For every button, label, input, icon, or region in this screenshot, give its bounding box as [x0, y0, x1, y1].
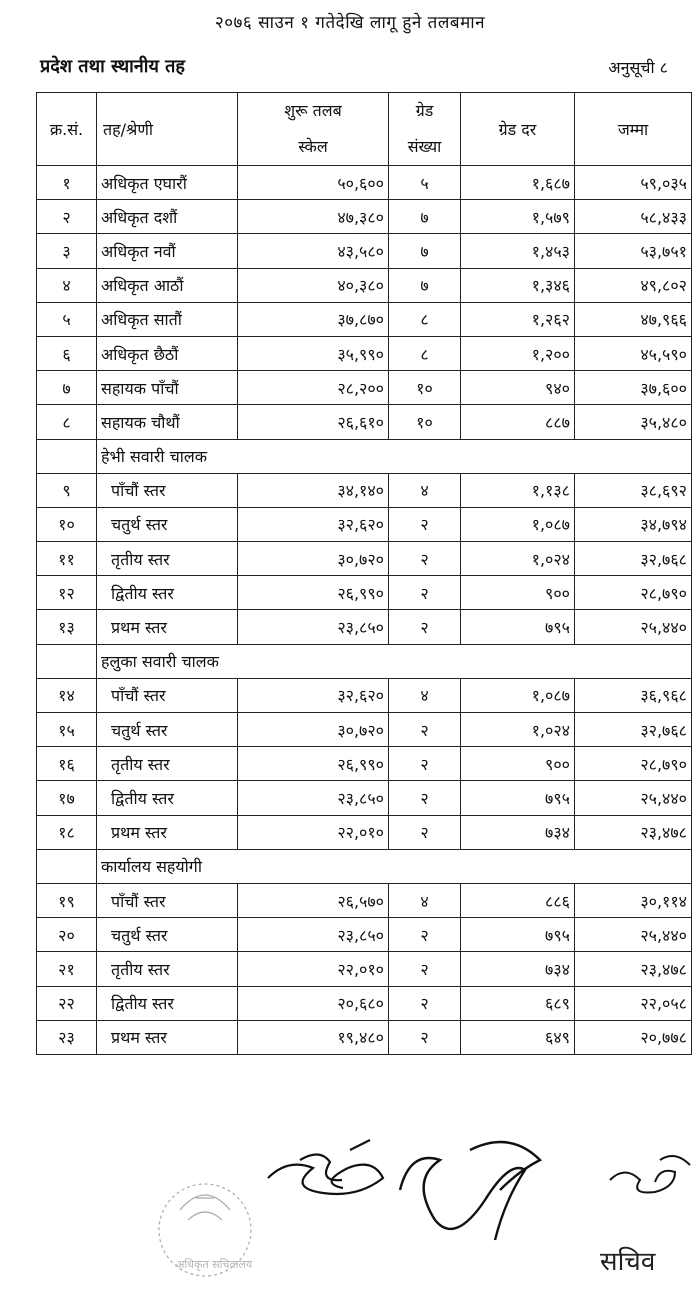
cell-grade: २ — [389, 781, 461, 815]
cell-grade: ४ — [389, 678, 461, 712]
cell-sn: १८ — [37, 815, 97, 849]
cell-grade: ७ — [389, 200, 461, 234]
cell-total: ३८,६९२ — [575, 473, 692, 507]
cell-scale: ३२,६२० — [238, 678, 389, 712]
col-scale-line2: स्केल — [298, 137, 328, 156]
cell-total: २५,४४० — [575, 610, 692, 644]
cell-level: अधिकृत आठौं — [97, 268, 238, 302]
table-row — [37, 302, 692, 336]
table-row — [37, 1020, 692, 1054]
cell-rate: १,०८७ — [461, 678, 575, 712]
cell-sn: १ — [37, 166, 97, 200]
cell-level: तृतीय स्तर — [97, 542, 238, 576]
cell-rate: ७९५ — [461, 781, 575, 815]
cell-total: ५८,४३३ — [575, 200, 692, 234]
cell-scale: ३४,१४० — [238, 473, 389, 507]
cell-rate: १,४५३ — [461, 234, 575, 268]
cell-rate: ७९५ — [461, 610, 575, 644]
cell-total: २०,७७८ — [575, 1020, 692, 1054]
cell-total: ३५,४८० — [575, 405, 692, 439]
cell-level: अधिकृत सातौं — [97, 302, 238, 336]
cell-grade: २ — [389, 576, 461, 610]
table-row — [37, 576, 692, 610]
cell-total: ४७,९६६ — [575, 302, 692, 336]
signature-2 — [400, 1142, 540, 1240]
cell-scale: २३,८५० — [238, 610, 389, 644]
cell-total: ५३,७५१ — [575, 234, 692, 268]
cell-total: २५,४४० — [575, 781, 692, 815]
cell-total: २३,४७८ — [575, 952, 692, 986]
salary-table — [36, 92, 692, 1055]
table-row — [37, 473, 692, 507]
section-sn-cell — [37, 439, 97, 473]
header-row — [37, 93, 692, 166]
table-row — [37, 336, 692, 370]
cell-total: ४९,८०२ — [575, 268, 692, 302]
sub-heading: प्रदेश तथा स्थानीय तह — [40, 56, 185, 77]
cell-rate: १,३४६ — [461, 268, 575, 302]
cell-total: ४५,५९० — [575, 336, 692, 370]
table-row — [37, 268, 692, 302]
cell-grade: २ — [389, 986, 461, 1020]
cell-sn: २२ — [37, 986, 97, 1020]
cell-sn: ७ — [37, 371, 97, 405]
cell-sn: २१ — [37, 952, 97, 986]
col-rate: ग्रेड दर — [461, 93, 575, 166]
cell-rate: ९०० — [461, 747, 575, 781]
cell-grade: २ — [389, 507, 461, 541]
cell-rate: ८८७ — [461, 405, 575, 439]
cell-total: ५९,०३५ — [575, 166, 692, 200]
cell-rate: १,०२४ — [461, 542, 575, 576]
cell-level: चतुर्थ स्तर — [97, 507, 238, 541]
cell-rate: ६८९ — [461, 986, 575, 1020]
cell-level: अधिकृत दशौं — [97, 200, 238, 234]
section-heading: हेभी सवारी चालक — [97, 439, 692, 473]
cell-grade: ४ — [389, 883, 461, 917]
cell-scale: २०,६८० — [238, 986, 389, 1020]
table-row — [37, 986, 692, 1020]
cell-rate: ७९५ — [461, 918, 575, 952]
cell-sn: ३ — [37, 234, 97, 268]
cell-level: चतुर्थ स्तर — [97, 918, 238, 952]
cell-sn: ६ — [37, 336, 97, 370]
cell-total: २२,०५८ — [575, 986, 692, 1020]
cell-scale: ५०,६०० — [238, 166, 389, 200]
cell-level: चतुर्थ स्तर — [97, 713, 238, 747]
cell-level: सहायक पाँचौं — [97, 371, 238, 405]
cell-scale: २६,५७० — [238, 883, 389, 917]
table-row — [37, 405, 692, 439]
table-row — [37, 952, 692, 986]
cell-rate: ९४० — [461, 371, 575, 405]
cell-rate: १,०२४ — [461, 713, 575, 747]
section-heading: हलुका सवारी चालक — [97, 644, 692, 678]
cell-rate: ६४९ — [461, 1020, 575, 1054]
document-title: २०७६ साउन १ गतेदेखि लागू हुने तलबमान — [214, 13, 486, 33]
table-row — [37, 542, 692, 576]
cell-grade: २ — [389, 1020, 461, 1054]
cell-level: तृतीय स्तर — [97, 747, 238, 781]
cell-sn: ४ — [37, 268, 97, 302]
section-row — [37, 849, 692, 883]
cell-rate: १,६८७ — [461, 166, 575, 200]
cell-level: पाँचौं स्तर — [97, 473, 238, 507]
cell-level: अधिकृत छैठौं — [97, 336, 238, 370]
cell-level: प्रथम स्तर — [97, 1020, 238, 1054]
cell-scale: २२,०१० — [238, 952, 389, 986]
cell-level: द्वितीय स्तर — [97, 781, 238, 815]
table-row — [37, 234, 692, 268]
cell-level: प्रथम स्तर — [97, 610, 238, 644]
schedule-label: अनुसूची ८ — [608, 58, 668, 77]
cell-scale: ३५,९९० — [238, 336, 389, 370]
col-total: जम्मा — [575, 93, 692, 166]
col-sn: क्र.सं. — [37, 93, 97, 166]
table-row — [37, 918, 692, 952]
cell-scale: १९,४८० — [238, 1020, 389, 1054]
cell-rate: ७३४ — [461, 815, 575, 849]
cell-scale: ३०,७२० — [238, 542, 389, 576]
table-row — [37, 610, 692, 644]
table-row — [37, 781, 692, 815]
cell-level: तृतीय स्तर — [97, 952, 238, 986]
col-level: तह/श्रेणी — [97, 93, 238, 166]
section-sn-cell — [37, 644, 97, 678]
cell-sn: १३ — [37, 610, 97, 644]
cell-level: द्वितीय स्तर — [97, 986, 238, 1020]
cell-total: ३२,७६८ — [575, 713, 692, 747]
cell-rate: १,०८७ — [461, 507, 575, 541]
cell-level: प्रथम स्तर — [97, 815, 238, 849]
cell-grade: २ — [389, 952, 461, 986]
signer-designation: सचिव — [600, 1247, 656, 1277]
cell-scale: ४०,३८० — [238, 268, 389, 302]
cell-grade: ८ — [389, 336, 461, 370]
cell-total: ३७,६०० — [575, 371, 692, 405]
cell-total: ३२,७६८ — [575, 542, 692, 576]
seal-stamp — [159, 1184, 253, 1276]
cell-scale: २६,६१० — [238, 405, 389, 439]
cell-sn: २० — [37, 918, 97, 952]
cell-grade: ७ — [389, 268, 461, 302]
col-scale — [238, 93, 389, 166]
cell-grade: २ — [389, 918, 461, 952]
signature-1 — [268, 1140, 383, 1194]
table-row — [37, 747, 692, 781]
cell-rate: १,२०० — [461, 336, 575, 370]
col-grade — [389, 93, 461, 166]
seal-text: अधिकृत सचिवालय — [176, 1258, 253, 1271]
cell-scale: ३२,६२० — [238, 507, 389, 541]
cell-grade: २ — [389, 542, 461, 576]
cell-scale: २८,२०० — [238, 371, 389, 405]
cell-rate: ७३४ — [461, 952, 575, 986]
section-sn-cell — [37, 849, 97, 883]
table-row — [37, 200, 692, 234]
cell-total: २३,४७८ — [575, 815, 692, 849]
cell-sn: १५ — [37, 713, 97, 747]
cell-grade: १० — [389, 371, 461, 405]
cell-sn: १६ — [37, 747, 97, 781]
cell-total: २८,७९० — [575, 747, 692, 781]
cell-scale: ४७,३८० — [238, 200, 389, 234]
cell-grade: २ — [389, 713, 461, 747]
cell-scale: ३७,८७० — [238, 302, 389, 336]
col-grade-line2: संख्या — [407, 137, 442, 156]
cell-level: पाँचौं स्तर — [97, 678, 238, 712]
cell-sn: ५ — [37, 302, 97, 336]
cell-grade: ८ — [389, 302, 461, 336]
cell-grade: २ — [389, 610, 461, 644]
cell-level: पाँचौं स्तर — [97, 883, 238, 917]
cell-rate: ९०० — [461, 576, 575, 610]
cell-grade: १० — [389, 405, 461, 439]
cell-scale: २६,९९० — [238, 576, 389, 610]
cell-sn: १४ — [37, 678, 97, 712]
section-row — [37, 439, 692, 473]
cell-sn: १७ — [37, 781, 97, 815]
cell-sn: १२ — [37, 576, 97, 610]
cell-rate: ८८६ — [461, 883, 575, 917]
section-heading: कार्यालय सहयोगी — [97, 849, 692, 883]
table-row — [37, 678, 692, 712]
cell-rate: १,५७९ — [461, 200, 575, 234]
table-row — [37, 371, 692, 405]
cell-scale: ३०,७२० — [238, 713, 389, 747]
table-row — [37, 166, 692, 200]
cell-sn: १० — [37, 507, 97, 541]
col-scale-line1: शुरू तलब — [284, 101, 342, 120]
signature-3 — [610, 1156, 690, 1193]
cell-sn: ९ — [37, 473, 97, 507]
cell-scale: २६,९९० — [238, 747, 389, 781]
cell-scale: ४३,५८० — [238, 234, 389, 268]
table-row — [37, 883, 692, 917]
cell-grade: ५ — [389, 166, 461, 200]
section-row — [37, 644, 692, 678]
cell-rate: १,२६२ — [461, 302, 575, 336]
cell-level: अधिकृत एघारौं — [97, 166, 238, 200]
cell-grade: ४ — [389, 473, 461, 507]
cell-grade: २ — [389, 815, 461, 849]
table-row — [37, 815, 692, 849]
cell-rate: १,१३८ — [461, 473, 575, 507]
cell-total: २५,४४० — [575, 918, 692, 952]
cell-grade: ७ — [389, 234, 461, 268]
cell-scale: २३,८५० — [238, 918, 389, 952]
cell-scale: २३,८५० — [238, 781, 389, 815]
cell-total: ३६,९६८ — [575, 678, 692, 712]
cell-total: २८,७९० — [575, 576, 692, 610]
signature-area — [0, 1120, 700, 1296]
table-row — [37, 507, 692, 541]
cell-sn: ८ — [37, 405, 97, 439]
cell-grade: २ — [389, 747, 461, 781]
cell-level: द्वितीय स्तर — [97, 576, 238, 610]
cell-scale: २२,०१० — [238, 815, 389, 849]
cell-level: सहायक चौथौं — [97, 405, 238, 439]
cell-sn: ११ — [37, 542, 97, 576]
cell-total: ३०,११४ — [575, 883, 692, 917]
cell-sn: २३ — [37, 1020, 97, 1054]
col-grade-line1: ग्रेड — [415, 101, 434, 120]
cell-total: ३४,७९४ — [575, 507, 692, 541]
cell-sn: १९ — [37, 883, 97, 917]
cell-sn: २ — [37, 200, 97, 234]
cell-level: अधिकृत नवौं — [97, 234, 238, 268]
table-row — [37, 713, 692, 747]
